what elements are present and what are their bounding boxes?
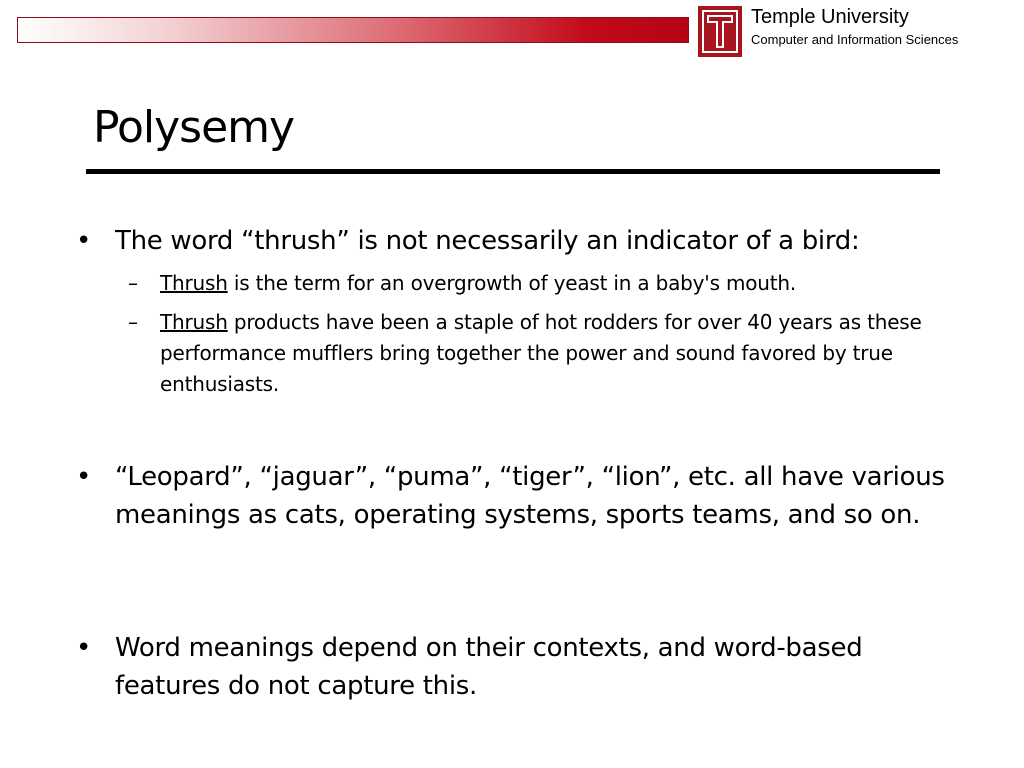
sub-item-1 <box>160 268 950 299</box>
bullet-item-2: “Leopard”, “jaguar”, “puma”, “tiger”, “lion”, etc. all have various meanings as cats, operating systems, sports teams, and so on. <box>115 462 945 530</box>
term-thrush: Thrush <box>160 310 228 334</box>
bullet-glyph: • <box>76 462 92 492</box>
sub-item-2 <box>160 307 950 400</box>
temple-t-logo-icon <box>698 6 742 57</box>
dash-glyph: – <box>128 271 138 295</box>
bullet-item-1: The word “thrush” is not necessarily an indicator of a bird: <box>115 226 860 256</box>
sub-item-2-text: products have been a staple of hot rodders for over 40 years as these performance mufflers bring together the power and sound favored by true enthusiasts. <box>160 310 922 396</box>
department-name: Computer and Information Sciences <box>751 32 959 47</box>
university-name: Temple University <box>751 6 909 28</box>
header-gradient-bar <box>17 17 689 43</box>
term-thrush: Thrush <box>160 271 228 295</box>
bullet-glyph: • <box>76 633 92 663</box>
slide-title: Polysemy <box>93 102 295 153</box>
bullet-item-3: Word meanings depend on their contexts, and word-based features do not capture this. <box>115 633 863 701</box>
sub-item-1-text: is the term for an overgrowth of yeast in a baby's mouth. <box>227 271 797 295</box>
dash-glyph: – <box>128 310 138 334</box>
title-underline-rule <box>86 169 940 174</box>
bullet-glyph: • <box>76 226 92 256</box>
